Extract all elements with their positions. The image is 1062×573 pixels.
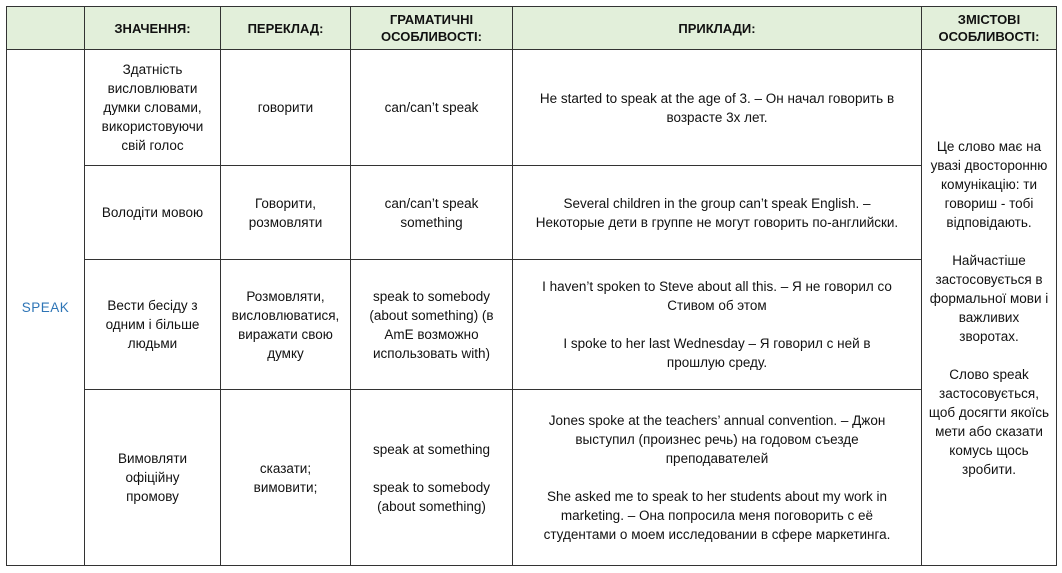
translation-cell: Говорити, розмовляти [221, 166, 351, 260]
note-text: Найчастіше застосовується в формальної мови і важливих зворотах. [929, 252, 1049, 344]
examples-cell [513, 260, 922, 390]
example-text: She asked me to speak to her students about my work in marketing. – Она попросила меня поговорить с её студентами о моем исследовании в сфере маркетинга. [543, 489, 891, 542]
grammar-text: speak to somebody (about something) [372, 479, 491, 514]
grammar-cell [351, 390, 513, 566]
example-text: Jones spoke at the teachers’ annual convention. – Джон выступил (произнес речь) на годовом съезде преподавателей [548, 413, 886, 466]
example-text: I haven’t spoken to Steve about all this. – Я не говорил со Стивом об этом [542, 279, 892, 313]
grammar-cell: can/can’t speak [351, 50, 513, 166]
header-translation: ПЕРЕКЛАД: [221, 7, 351, 50]
examples-cell [513, 390, 922, 566]
translation-cell: Розмовляти, висловлюватися, виражати свою думку [221, 260, 351, 390]
examples-cell [513, 166, 922, 260]
header-meaning: ЗНАЧЕННЯ: [85, 7, 221, 50]
note-text: Слово speak застосовується, щоб досягти якоїсь мети або сказати комусь щось зробити. [928, 366, 1050, 477]
vocabulary-table [6, 6, 1057, 566]
example-text: Several children in the group can’t speak English. – Некоторые дети в группе не могут говорить по-английски. [535, 195, 899, 230]
header-blank [7, 7, 85, 50]
header-row [7, 7, 1057, 50]
grammar-text: speak at something [372, 441, 491, 457]
grammar-cell: can/can’t speak something [351, 166, 513, 260]
header-content: ЗМІСТОВІ ОСОБЛИВОСТІ: [922, 7, 1057, 50]
header-grammar: ГРАМАТИЧНІ ОСОБЛИВОСТІ: [351, 7, 513, 50]
table-row [7, 260, 1057, 390]
headword: SPEAK [7, 50, 85, 566]
note-text: Це слово має на увазі двосторонню комунікацію: ти говориш - тобі відповідають. [930, 138, 1048, 230]
meaning-cell: Здатність висловлювати думки словами, використовуючи свій голос [85, 50, 221, 166]
table-row [7, 166, 1057, 260]
meaning-cell: Вести бесіду з одним і більше людьми [85, 260, 221, 390]
grammar-cell: speak to somebody (about something) (в AmE возможно использовать with) [351, 260, 513, 390]
meaning-cell: Вимовляти офіційну промову [85, 390, 221, 566]
table-row [7, 50, 1057, 166]
content-notes-cell [922, 50, 1057, 566]
translation-cell: сказати; вимовити; [221, 390, 351, 566]
header-examples: ПРИКЛАДИ: [513, 7, 922, 50]
examples-cell [513, 50, 922, 166]
translation-cell: говорити [221, 50, 351, 166]
example-text: He started to speak at the age of 3. – Он начал говорить в возрасте 3х лет. [539, 90, 895, 125]
meaning-cell: Володіти мовою [85, 166, 221, 260]
example-text: I spoke to her last Wednesday – Я говорил с ней в прошлую среду. [563, 336, 871, 370]
table-row [7, 390, 1057, 566]
